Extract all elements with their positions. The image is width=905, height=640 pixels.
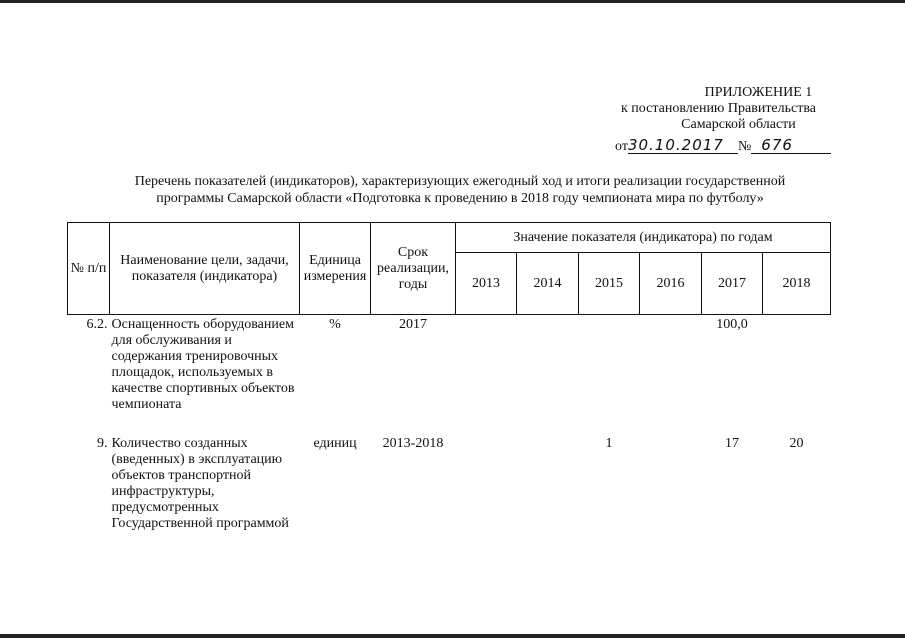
- row-term: 2017: [399, 317, 427, 332]
- number-label: №: [737, 139, 752, 154]
- header-name: Наименование цели, задачи, показателя (индикатора): [110, 223, 300, 315]
- row-name: Количество созданных (введенных) в эксплуатацию объектов транспортной инфраструктуры, предусмотренных Государственной программой: [111, 436, 289, 531]
- appendix-line-2: Самарской области: [681, 117, 796, 132]
- header-year: 2016: [640, 253, 702, 315]
- header-year: 2017: [702, 253, 763, 315]
- indicators-table: [67, 222, 831, 532]
- handwritten-date: 30.10.2017: [628, 137, 738, 154]
- row-value: 100,0: [716, 317, 748, 332]
- row-name: Оснащенность оборудованием для обслуживания и содержания тренировочных площадок, используемых в качестве спортивных объектов чемпионата: [111, 317, 295, 412]
- appendix-title: ПРИЛОЖЕНИЕ 1: [704, 85, 813, 100]
- row-value: 1: [605, 436, 613, 451]
- document-title-line-2: программы Самарской области «Подготовка к проведению в 2018 году чемпионата мира по футболу»: [156, 191, 764, 206]
- header-year: 2013: [456, 253, 517, 315]
- scan-border-top: [0, 0, 905, 3]
- scan-border-bottom: [0, 634, 905, 638]
- row-value: 20: [789, 436, 804, 451]
- header-year: 2014: [517, 253, 579, 315]
- row-value: [517, 434, 579, 532]
- document-title-line-1: Перечень показателей (индикаторов), характеризующих ежегодный ход и итоги реализации государственной: [134, 174, 786, 189]
- row-num: 9.: [97, 436, 108, 451]
- row-term: 2013-2018: [382, 436, 444, 451]
- header-unit: Единица измерения: [300, 223, 371, 315]
- from-label: от: [615, 139, 628, 154]
- row-value: [579, 315, 640, 435]
- row-value: [640, 315, 702, 435]
- table-row: [68, 315, 831, 435]
- header-values-group: Значение показателя (индикатора) по годам: [456, 223, 831, 253]
- row-unit: единиц: [313, 436, 357, 451]
- header-year: 2015: [579, 253, 640, 315]
- appendix-line-1: к постановлению Правительства: [620, 101, 816, 116]
- row-num: 6.2.: [86, 317, 108, 332]
- row-value: [456, 434, 517, 532]
- row-value: [456, 315, 517, 435]
- row-value: 17: [725, 436, 739, 451]
- row-value: [763, 315, 831, 435]
- row-value: [517, 315, 579, 435]
- header-term: Срок реализации, годы: [371, 223, 456, 315]
- handwritten-number: 676: [751, 137, 831, 154]
- document-title: [60, 173, 860, 207]
- row-unit: %: [329, 317, 341, 332]
- header-year: 2018: [763, 253, 831, 315]
- table-row: [68, 434, 831, 532]
- decree-date-number: [615, 137, 831, 155]
- row-value: [640, 434, 702, 532]
- header-num: № п/п: [68, 223, 110, 315]
- appendix-header: [621, 85, 816, 133]
